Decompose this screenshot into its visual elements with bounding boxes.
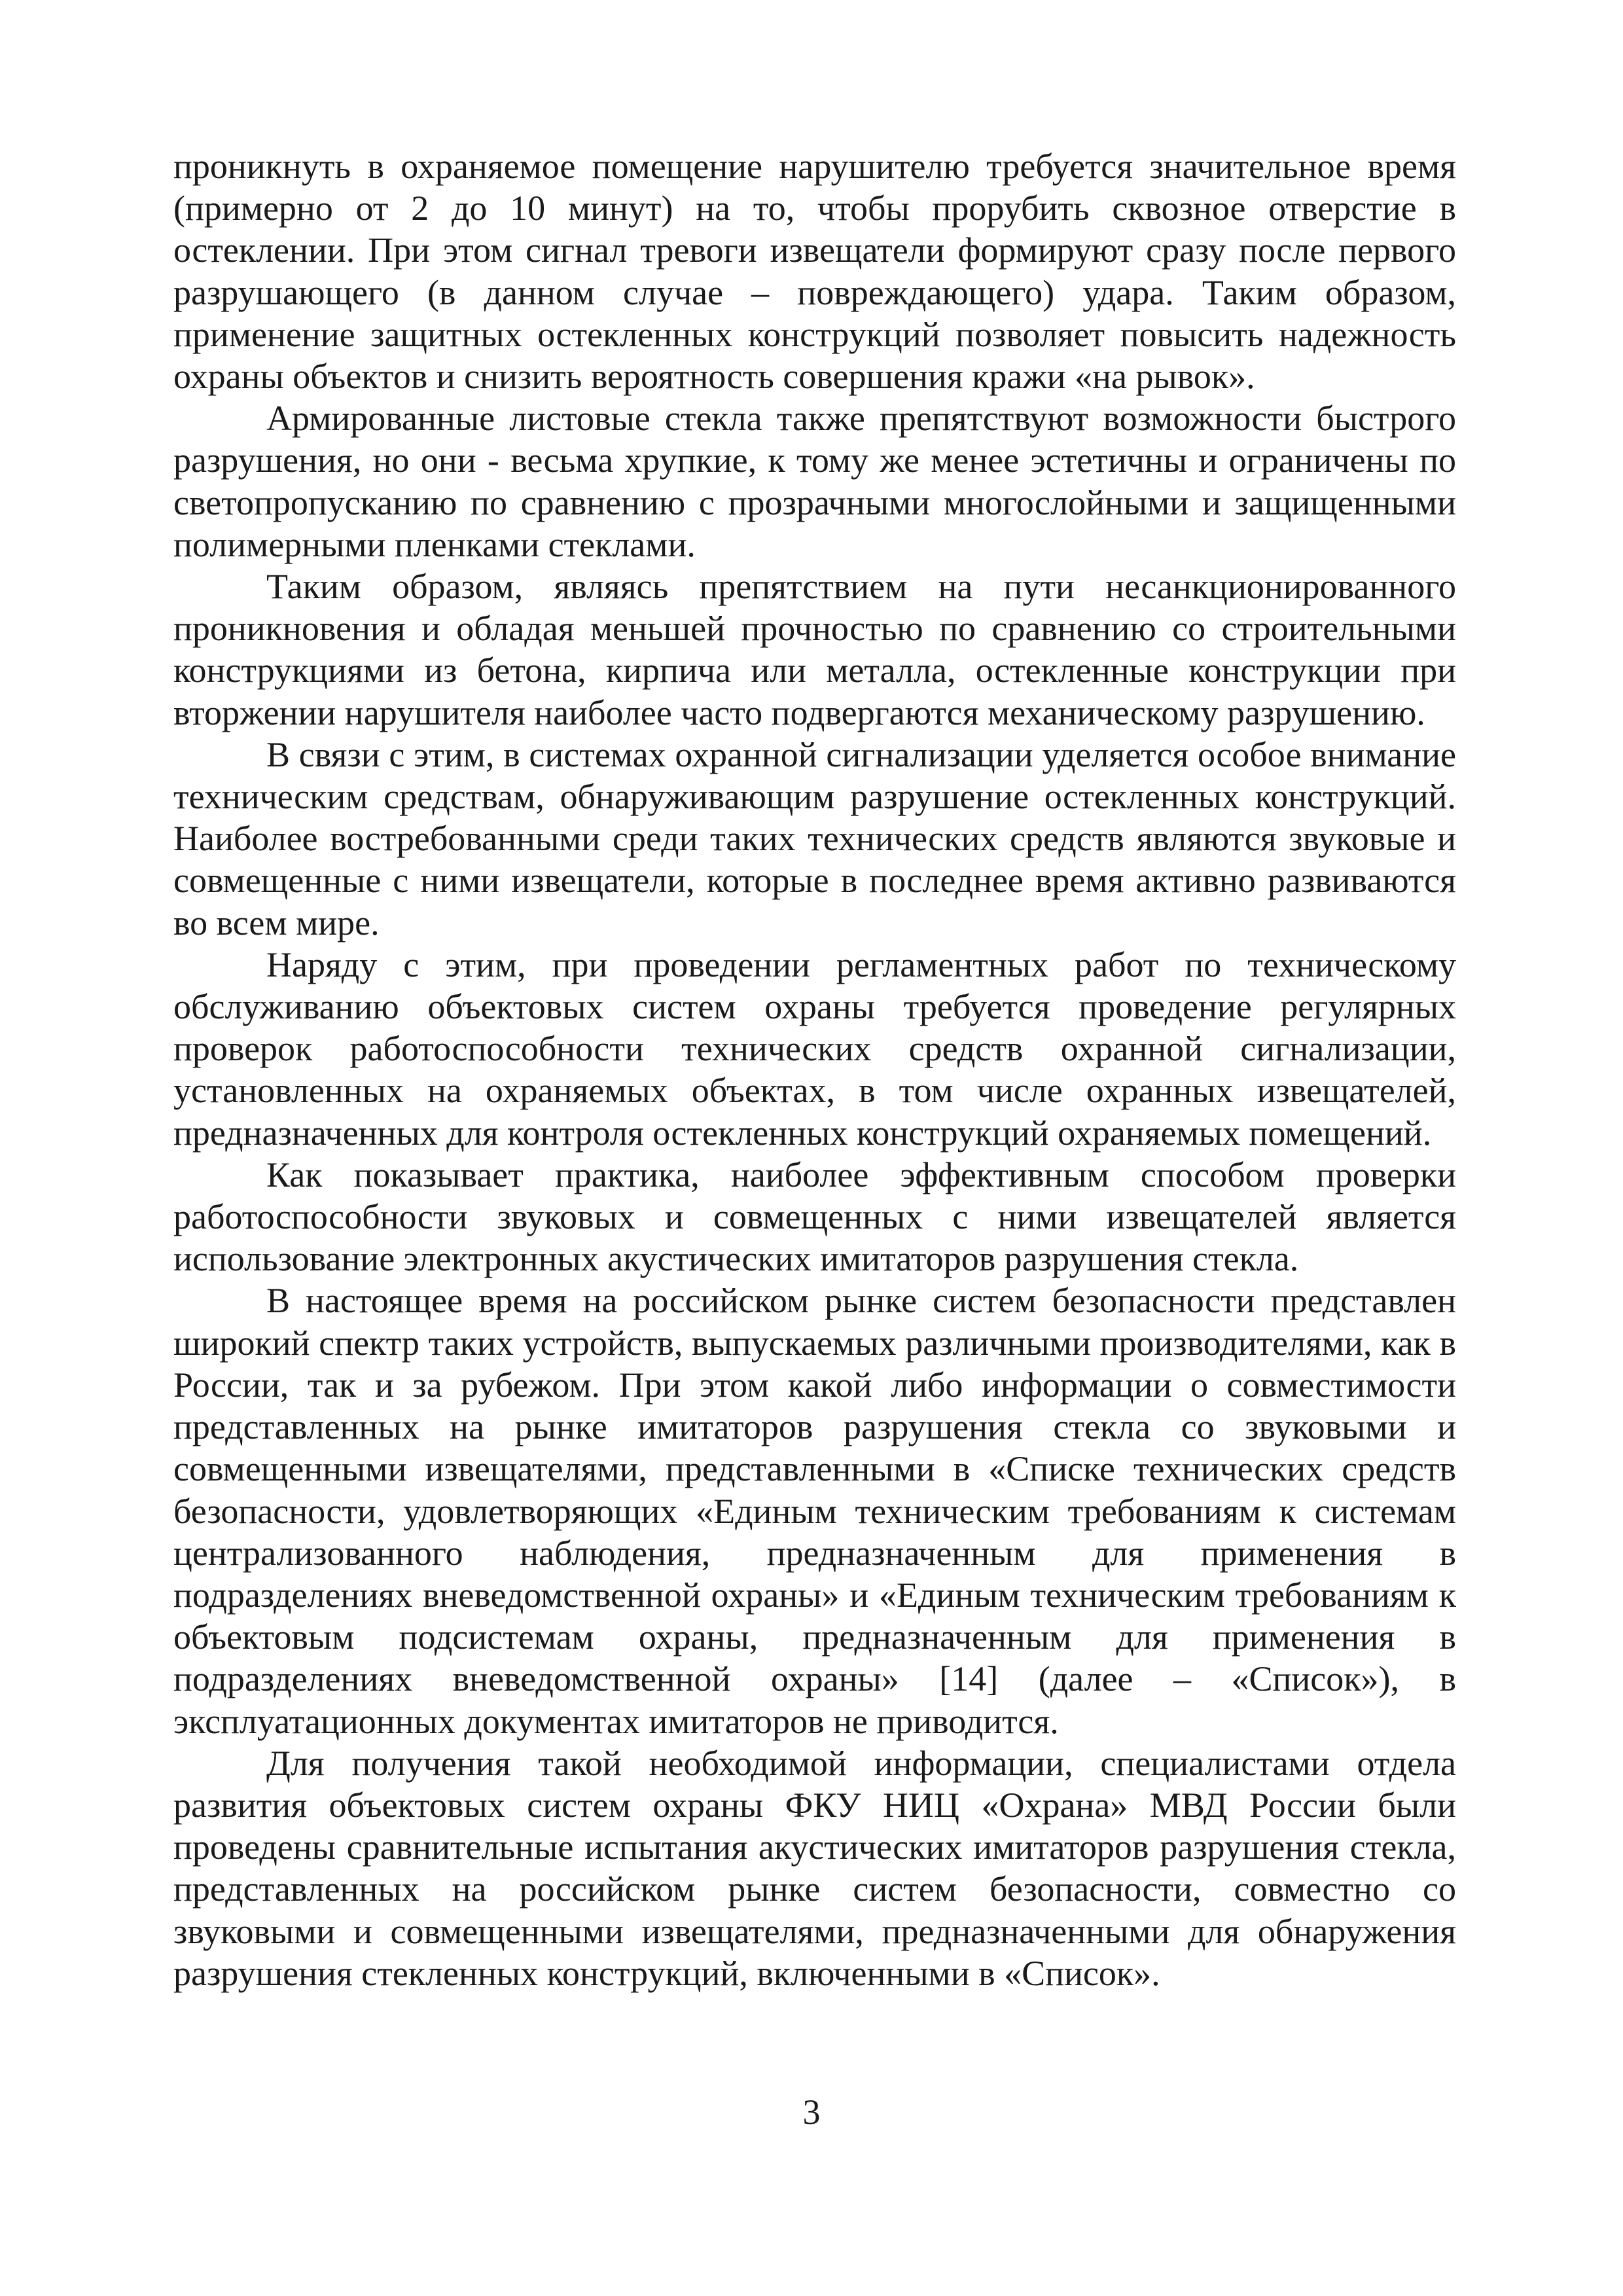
paragraph: Наряду с этим, при проведении регламентных работ по техническому обслуживанию объектовых систем охраны требуется проведение регулярных проверок работоспособности технических средств охранной сигнализации, установленных на охраняемых объектах, в том числе охранных извещателей, предназначенных для контроля остекленных конструкций охраняемых помещений. — [173, 944, 1456, 1153]
paragraph: В настоящее время на российском рынке систем безопасности представлен широкий спектр таких устройств, выпускаемых различными производителями, как в России, так и за рубежом. При этом какой либо информации о совместимости представленных на рынке имитаторов разрушения стекла со звуковыми и совмещенными извещателями, представленными в «Списке технических средств безопасности, удовлетворяющих «Единым техническим требованиям к системам централизованного наблюдения, предназначенным для применения в подразделениях вневедомственной охраны» и «Единым техническим требованиям к объектовым подсистемам охраны, предназначенным для применения в подразделениях вневедомственной охраны» [14] (далее – «Список»), в эксплуатационных документах имитаторов не приводится. — [173, 1281, 1456, 1741]
paragraph: Таким образом, являясь препятствием на пути несанкционированного проникновения и обладая меньшей прочностью по сравнению со строительными конструкциями из бетона, кирпича или металла, остекленные конструкции при вторжении нарушителя наиболее часто подвергаются механическому разрушению. — [173, 567, 1456, 732]
body-text — [173, 145, 1456, 1994]
paragraph: Армированные листовые стекла также препятствуют возможности быстрого разрушения, но они - весьма хрупкие, к тому же менее эстетичны и ограничены по светопропусканию по сравнению с прозрачными многослойными и защищенными полимерными пленками стеклами. — [173, 399, 1456, 564]
paragraph: Как показывает практика, наиболее эффективным способом проверки работоспособности звуковых и совмещенных с ними извещателей является использование электронных акустических имитаторов разрушения стекла. — [173, 1155, 1456, 1279]
paragraph-continuation: проникнуть в охраняемое помещение нарушителю требуется значительное время (примерно от 2 до 10 минут) на то, чтобы прорубить сквозное отверстие в остеклении. При этом сигнал тревоги извещатели формируют сразу после первого разрушающего (в данном случае – повреждающего) удара. Таким образом, применение защитных остекленных конструкций позволяет повысить надежность охраны объектов и снизить вероятность совершения кражи «на рывок». — [173, 147, 1456, 397]
paragraph: Для получения такой необходимой информации, специалистами отдела развития объектовых систем охраны ФКУ НИЦ «Охрана» МВД России были проведены сравнительные испытания акустических имитаторов разрушения стекла, представленных на российском рынке систем безопасности, совместно со звуковыми и совмещенными извещателями, предназначенными для обнаружения разрушения стекленных конструкций, включенными в «Список». — [173, 1743, 1456, 1993]
page-number: 3 — [802, 2092, 821, 2132]
paragraph: В связи с этим, в системах охранной сигнализации уделяется особое внимание техническим средствам, обнаруживающим разрушение остекленных конструкций. Наиболее востребованными среди таких технических средств являются звуковые и совмещенные с ними извещатели, которые в последнее время активно развиваются во всем мире. — [173, 734, 1456, 942]
